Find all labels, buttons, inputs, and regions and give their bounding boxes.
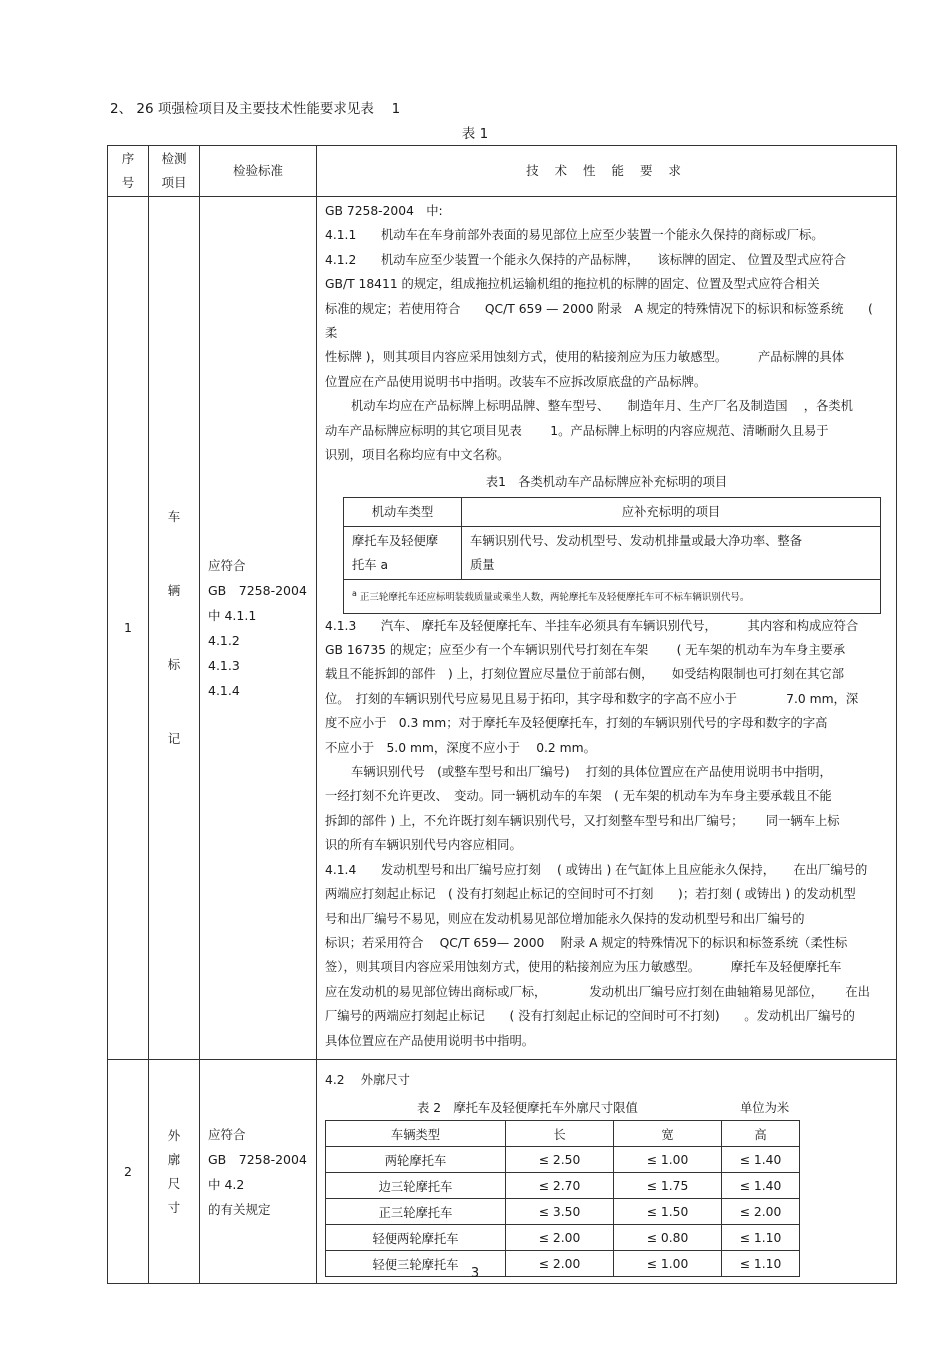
sub-col-header: 应补充标明的项目	[462, 498, 881, 527]
standard-line: 应符合	[208, 557, 246, 573]
row-number: 2	[108, 1059, 149, 1283]
req-line: 签），则其项目内容应采用蚀刻方式，使用的粘接剂应为压力敏感型。 摩托车及轻便摩托车	[325, 960, 842, 975]
note-mark: a	[352, 589, 357, 599]
req-line: 标准的规定；若使用符合 QC/T 659 — 2000 附录 A 规定的特殊情况下的标识和标签系统 ( 柔	[325, 301, 873, 341]
sub-cell-items: 车辆识别代号、发动机型号、发动机排量或最大净功率、整备 质量	[462, 527, 881, 580]
req-line: GB/T 18411 的规定，组成拖拉机运输机组的拖拉机的标牌的固定、位置及型式应符合相关	[325, 277, 820, 292]
standard-line: GB 7258-2004	[208, 582, 307, 598]
table-row: 轻便三轮摩托车 ≤ 2.00 ≤ 1.00 ≤ 1.10	[326, 1251, 800, 1277]
req-line: 4.2 外廓尺寸	[325, 1072, 410, 1087]
header-requirement: 技 术 性 能 要 求	[317, 146, 897, 197]
req-line: 一经打刻不允许更改、 变动。同一辆机动车的车架 ( 无车架的机动车为车身主要承载且不能	[325, 789, 832, 804]
outline-limits-table	[325, 1120, 800, 1277]
req-line: 识别，项目名称均应有中文名称。	[325, 448, 510, 463]
standard-line: GB 7258-2004	[208, 1151, 307, 1167]
inspection-table	[107, 145, 897, 1284]
sub-table-caption: 表 2 摩托车及轻便摩托车外廓尺寸限值	[417, 1101, 638, 1116]
sub-table-note: $^a$ 正三轮摩托车还应标明装载质量或乘坐人数，两轮摩托车及轻便摩托车可不标车辆识别代号。	[344, 580, 881, 613]
req-line: 两端应打刻起止标记 ( 没有打刻起止标记的空间时可不打刻 )；若打刻 ( 或铸出 ) 的发动机型	[325, 887, 856, 902]
req-line: 应在发动机的易见部位铸出商标或厂标， 发动机出厂编号应打刻在曲轴箱易见部位， 在出	[325, 984, 870, 999]
standard-line: 中 4.2	[208, 1176, 245, 1192]
table-row: 正三轮摩托车 ≤ 3.50 ≤ 1.50 ≤ 2.00	[326, 1199, 800, 1225]
standard-line: 的有关规定	[208, 1201, 271, 1217]
req-line: 具体位置应在产品使用说明书中指明。	[325, 1033, 535, 1048]
table-row	[108, 1059, 897, 1283]
requirement-cell	[317, 197, 897, 1060]
standard-cell	[200, 197, 317, 1060]
page-number: 3	[470, 1266, 480, 1281]
standard-line: 4.1.3	[208, 657, 240, 673]
req-line: GB 16735 的规定；应至少有一个车辆识别代号打刻在车架 ( 无车架的机动车为车身主要承	[325, 643, 846, 658]
sub-col-header: 车辆类型	[326, 1121, 506, 1147]
sub-col-header: 长	[506, 1121, 614, 1147]
req-line: 载且不能拆卸的部件 ) 上，打刻位置应尽量位于前部右侧， 如受结构限制也可打刻在其它部	[325, 667, 845, 682]
header-item: 检测 项目	[149, 146, 200, 197]
req-line: 识的所有车辆识别代号内容应相同。	[325, 838, 522, 853]
standard-line: 4.1.2	[208, 632, 240, 648]
header-no: 序 号	[108, 146, 149, 197]
req-line: 4.1.2 机动车应至少装置一个能永久保持的产品标牌， 该标牌的固定、 位置及型式应符合	[325, 252, 846, 267]
table-header-row	[108, 146, 897, 197]
req-line: 动车产品标牌应标明的其它项目见表 1。产品标牌上标明的内容应规范、清晰耐久且易于	[325, 423, 829, 438]
table-row: 边三轮摩托车 ≤ 2.70 ≤ 1.75 ≤ 1.40	[326, 1173, 800, 1199]
table-row: 两轮摩托车 ≤ 2.50 ≤ 1.00 ≤ 1.40	[326, 1147, 800, 1173]
sub-table-caption-row	[325, 1096, 888, 1120]
req-line: 拆卸的部件 ) 上，不允许既打刻车辆识别代号，又打刻整车型号和出厂编号； 同一辆车上标	[325, 813, 840, 828]
sub-col-header: 高	[722, 1121, 800, 1147]
standard-line: 4.1.4	[208, 682, 240, 698]
req-line: 4.1.3 汽车、 摩托车及轻便摩托车、半挂车必须具有车辆识别代号， 其内容和构成应符合	[325, 618, 859, 633]
table-caption: 表 1	[461, 126, 489, 142]
standard-cell	[200, 1059, 317, 1283]
req-line: 厂编号的两端应打刻起止标记 ( 没有打刻起止标记的空间时可不打刻) 。发动机出厂编号的	[325, 1009, 855, 1024]
standard-line: 中 4.1.1	[208, 607, 257, 623]
req-line: 位置应在产品使用说明书中指明。改装车不应拆改原底盘的产品标牌。	[325, 374, 707, 389]
sub-col-header: 机动车类型	[344, 498, 462, 527]
req-line: GB 7258-2004 中:	[325, 204, 443, 218]
label-items-table	[343, 497, 881, 613]
req-line: 4.1.4 发动机型号和出厂编号应打刻 ( 或铸出 ) 在气缸体上且应能永久保持， 在出厂编号的	[325, 862, 868, 877]
req-line: 度不应小于 0.3 mm；对于摩托车及轻便摩托车，打刻的车辆识别代号的字母和数字的字高	[325, 716, 828, 731]
requirement-cell	[317, 1059, 897, 1283]
req-line: 性标牌 )，则其项目内容应采用蚀刻方式，使用的粘接剂应为压力敏感型。 产品标牌的具体	[325, 350, 845, 365]
sub-col-header: 宽	[614, 1121, 722, 1147]
req-line: 不应小于 5.0 mm，深度不应小于 0.2 mm。	[325, 740, 596, 755]
item-vehicle-marking: 车 辆 标 记	[149, 197, 200, 1060]
req-line: 机动车均应在产品标牌上标明品牌、整车型号、 制造年月、生产厂名及制造国 ，各类机	[351, 399, 853, 414]
req-line: 4.1.1 机动车在车身前部外表面的易见部位上应至少装置一个能永久保持的商标或厂标。	[325, 228, 824, 243]
standard-line: 应符合	[208, 1126, 246, 1142]
item-outline-dimensions: 外 廓 尺 寸	[149, 1059, 200, 1283]
table-row	[108, 197, 897, 1060]
req-line: 号和出厂编号不易见，则应在发动机易见部位增加能永久保持的发动机型号和出厂编号的	[325, 911, 805, 926]
row-number: 1	[108, 197, 149, 1060]
sub-cell-type: 摩托车及轻便摩 托车 a	[344, 527, 462, 580]
req-line: 标识；若采用符合 QC/T 659— 2000 附录 A 规定的特殊情况下的标识和标签系统（柔性标	[325, 935, 848, 950]
sub-table-caption: 表1 各类机动车产品标牌应补充标明的项目	[485, 475, 728, 490]
unit-label: 单位为米	[740, 1101, 790, 1116]
req-line: 车辆识别代号 (或整车型号和出厂编号) 打刻的具体位置应在产品使用说明书中指明，	[351, 765, 832, 780]
header-standard: 检验标准	[200, 146, 317, 197]
section-heading: 2、 26 项强检项目及主要技术性能要求见表 1	[110, 101, 401, 117]
table-row: 轻便两轮摩托车 ≤ 2.00 ≤ 0.80 ≤ 1.10	[326, 1225, 800, 1251]
req-line: 位。 打刻的车辆识别代号应易见且易于拓印，其字母和数字的字高不应小于 7.0 mm，深	[325, 691, 859, 706]
